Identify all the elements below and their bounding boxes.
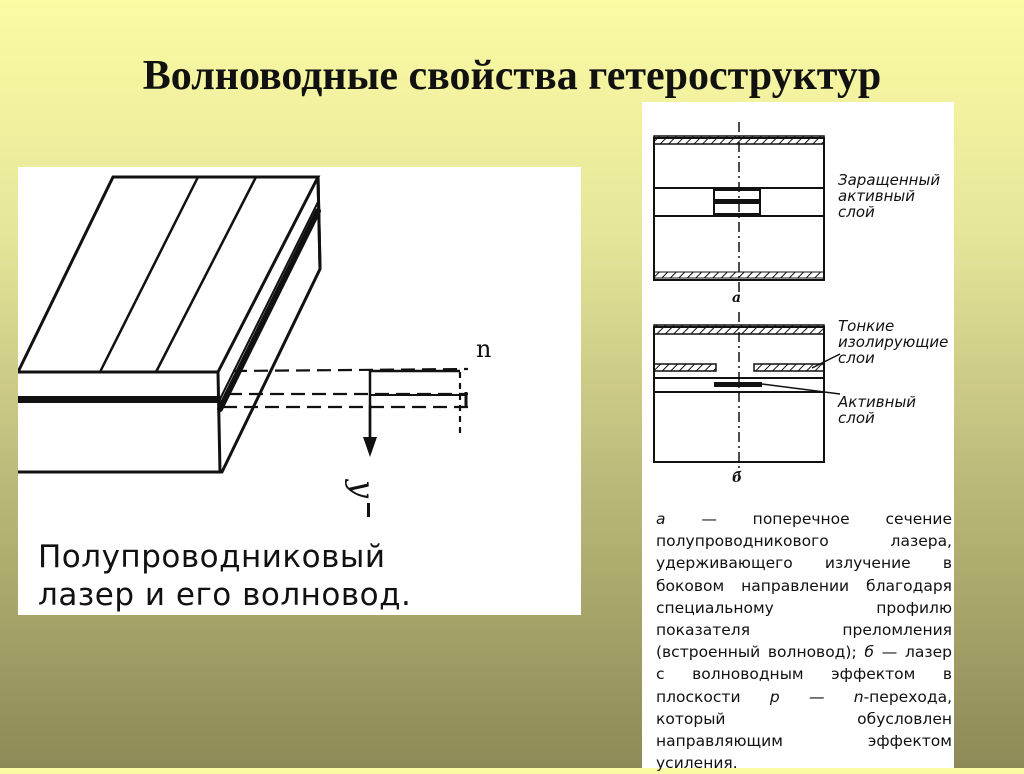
figure-caption bbox=[656, 508, 952, 774]
cross-section-drawing bbox=[642, 102, 954, 502]
caption-part-0: а bbox=[656, 510, 666, 528]
label-buried-active-1: Заращенный bbox=[838, 171, 941, 189]
y-axis-minus bbox=[367, 503, 370, 517]
caption-part-1: — поперечное сечение полупроводникового лазера, удерживающего излучение в боковом направлении благодаря специальному профилю показателя преломления (встроенный волновод); bbox=[656, 510, 952, 662]
label-thin-insulating-3: слои bbox=[838, 349, 875, 367]
caption-part-3: — лазер с волноводным эффектом в плоскости bbox=[656, 643, 952, 706]
left-caption-line1: Полупроводниковый bbox=[38, 539, 386, 575]
label-buried-active-2: активный bbox=[838, 187, 915, 205]
label-thin-insulating-2: изолирующие bbox=[838, 333, 949, 351]
cross-section-figure bbox=[642, 102, 954, 773]
laser-waveguide-figure bbox=[18, 167, 581, 615]
y-axis-label: y bbox=[344, 479, 383, 499]
caption-part-5: -перехода, который обусловлен направляющим эффектом усиления. bbox=[656, 687, 952, 773]
letter-b: б bbox=[732, 470, 743, 486]
label-thin-insulating-1: Тонкие bbox=[838, 317, 895, 335]
caption-part-2: б bbox=[864, 643, 874, 662]
label-active-1: Активный bbox=[838, 393, 917, 411]
label-buried-active-3: слой bbox=[838, 203, 875, 221]
n-axis-label: n bbox=[476, 335, 492, 363]
page-title: Волноводные свойства гетероструктур bbox=[142, 53, 882, 99]
label-active-2: слой bbox=[838, 409, 875, 427]
left-caption-line2: лазер и его волновод. bbox=[38, 577, 412, 613]
letter-a: а bbox=[732, 290, 742, 306]
caption-part-4: р — n bbox=[769, 687, 864, 706]
